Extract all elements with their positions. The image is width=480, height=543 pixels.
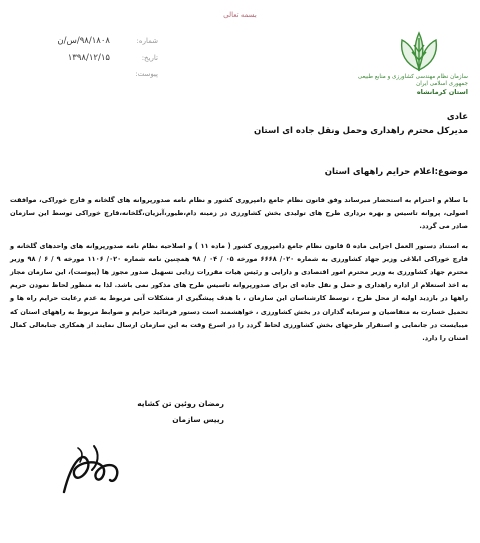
handwritten-signature [54,440,134,500]
letter-attachment-row [8,70,158,87]
classification-label: عادی [446,112,468,122]
organization-name: سازمان نظام مهندسی کشاورزی و منابع طبیعی [357,74,468,80]
signatory-block [104,396,224,428]
letter-number-label: شماره: [136,37,158,45]
body-paragraph-2: به استناد دستور العمل اجرایی ماده ۵ قانون نظام جامع دامپروری کشور ( ماده ۱۱ ) و اصلاحیه نظام نامه صدورپروانه های واحدهای گلخانه و قارچ خوراکی ابلاغی وزیر جهاد کشاورزی به شماره ۰۲۰/ ۶۶۶۸ مورخه ۰۵ / ۰۴ / ۹۸ همچنین نامه شماره ۰۲۰/ ۱۱۰۶ مورخه ۹ / ۶ / ۹۸ وزیر محترم جهاد کشاورزی به وزیر محترم امور اقتصادی و دارایی و رئیس هیات مقررات زدایی تسهیل صدور مجوز ها (پیوست)، این سازمان مجاز به اخذ استعلام از اداره راهداری و حمل و نقل جاده ای برای صدورپروانه تاسیس طرح های مذکور نمی باشد. لذا به منظور لحاظ نمودن حریم راهها در بازدید اولیه از محل طرح ، توسط کارشناسان این سازمان ، با هدف پیشگیری از مشکلات آتی مربوط به عدم رعایت حرایم راه ها و تحمیل خسارت به متقاضیان و سرمایه گذاران در بخش کشاورزی ، خواهشمند است دستور فرمائید حرایم و ضوابط مربوط به راههای استان که میبایست در جانمایی و استقرار طرحهای بخش کشاورزی لحاظ گردد را در اسرع وقت به این سازمان ارسال نمایند از همکاری جنابعالی کمال امتنان را دارد. [10,241,468,343]
leaf-emblem-icon [396,30,442,72]
letter-meta [8,36,158,87]
letter-attachment-label: پیوست: [135,70,158,78]
organization-province: استان کرمانشاه [416,88,468,96]
bismillah: بسمه تعالی [223,11,257,19]
letter-date-value: ۱۳۹۸/۱۲/۱۵ [67,53,110,63]
signatory-title: رییس سازمان [172,415,224,424]
organization-country: جمهوری اسلامی ایران [416,81,468,87]
letter-date-row [8,53,158,70]
letter-body [10,194,468,345]
letter-number-row [8,36,158,53]
addressee: مدیرکل محترم راهداری وحمل ونقل جاده ای استان [254,126,468,136]
body-paragraph-1: با سلام و احترام به استحضار میرساند وفق قانون نظام جامع دامپروری کشور و نظام نامه صدورپروانه های گلخانه و فارج خوراکی، موافقت اصولی، پروانه تاسیس و بهره برداری طرح های تولیدی بخش کشاورزی در زمینه دام،طیور،آبزیان،گلخانه،قارچ خوراکی توسط این سازمان صادر می گردد. [10,196,468,231]
signatory-name: رمضان روئین تن کشایه [137,399,224,408]
letter-number-value: ۹۸/۱۸۰۸/س/ن [57,36,110,46]
letter-date-label: تاریخ: [141,54,158,62]
subject-line: موضوع:اعلام حرایم راههای استان [324,167,468,177]
organization-name-block [296,74,468,96]
